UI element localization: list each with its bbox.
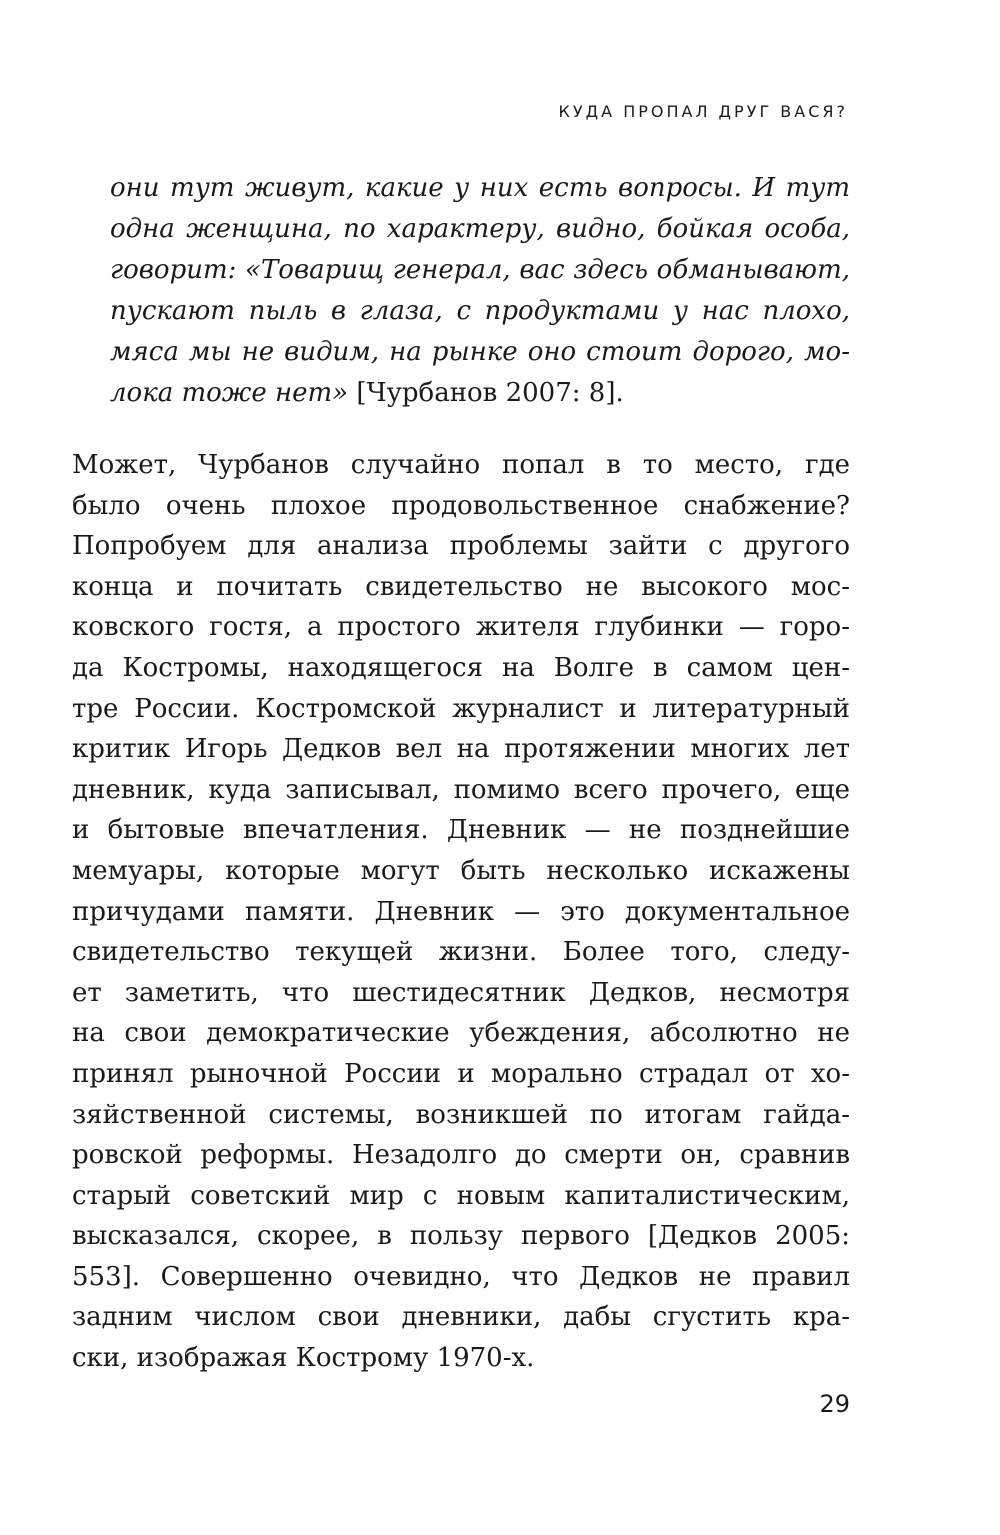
body-line: тре России. Костромской журналист и литературный — [72, 693, 850, 724]
page-number: 29 — [819, 1390, 850, 1418]
body-line: дневник, куда записывал, помимо всего прочего, еще — [72, 774, 850, 805]
body-line: на свои демократические убеждения, абсолютно не — [72, 1018, 850, 1049]
body-line: старый советский мир с новым капиталистическим, — [72, 1180, 850, 1211]
body-line: зяйственной системы, возникшей по итогам гайда- — [72, 1099, 850, 1130]
body-line: ски, изображая Кострому 1970-х. — [72, 1343, 535, 1374]
body-line: ковского гостя, а простого жителя глубинки — горо- — [72, 612, 850, 643]
body-line: ровской реформы. Незадолго до смерти он, сравнив — [72, 1140, 850, 1171]
body-line: ет заметить, что шестидесятник Дедков, несмотря — [72, 977, 850, 1008]
running-head: КУДА ПРОПАЛ ДРУГ ВАСЯ? — [558, 102, 848, 121]
quote-line: пускают пыль в глаза, с продуктами у нас плохо, — [110, 296, 850, 326]
quote-last-line — [110, 373, 850, 414]
body-paragraph — [72, 445, 850, 1379]
body-line: причудами памяти. Дневник — это документальное — [72, 896, 850, 927]
body-line: высказался, скорее, в пользу первого [Дедков 2005: — [72, 1221, 850, 1252]
body-line: 553]. Совершенно очевидно, что Дедков не правил — [72, 1261, 850, 1292]
body-line: Может, Чурбанов случайно попал в то место, где — [72, 450, 850, 480]
block-quote — [110, 168, 850, 414]
quote-line-end: лока тоже нет» — [110, 378, 349, 408]
body-line: да Костромы, находящегося на Волге в самом цен- — [72, 652, 850, 683]
body-line: критик Игорь Дедков вел на протяжении многих лет — [72, 734, 850, 765]
body-line: и бытовые впечатления. Дневник — не позднейшие — [72, 815, 850, 846]
quote-citation: [Чурбанов 2007: 8]. — [348, 378, 624, 408]
body-line: свидетельство текущей жизни. Более того, следу- — [72, 937, 850, 968]
body-line: было очень плохое продовольственное снабжение? — [72, 490, 850, 521]
body-line: принял рыночной России и морально страдал от хо- — [72, 1058, 850, 1089]
quote-line: они тут живут, какие у них есть вопросы. И тут — [110, 173, 850, 203]
body-line: задним числом свои дневники, дабы сгустить кра- — [72, 1302, 850, 1333]
quote-line: мяса мы не видим, на рынке оно стоит дорого, мо- — [110, 337, 850, 367]
quote-line: говорит: «Товарищ генерал, вас здесь обманывают, — [110, 255, 850, 285]
body-line: мемуары, которые могут быть несколько искажены — [72, 855, 850, 886]
body-line: конца и почитать свидетельство не высокого мос- — [72, 571, 850, 602]
quote-line: одна женщина, по характеру, видно, бойкая особа, — [110, 214, 850, 244]
body-line: Попробуем для анализа проблемы зайти с другого — [72, 531, 850, 562]
